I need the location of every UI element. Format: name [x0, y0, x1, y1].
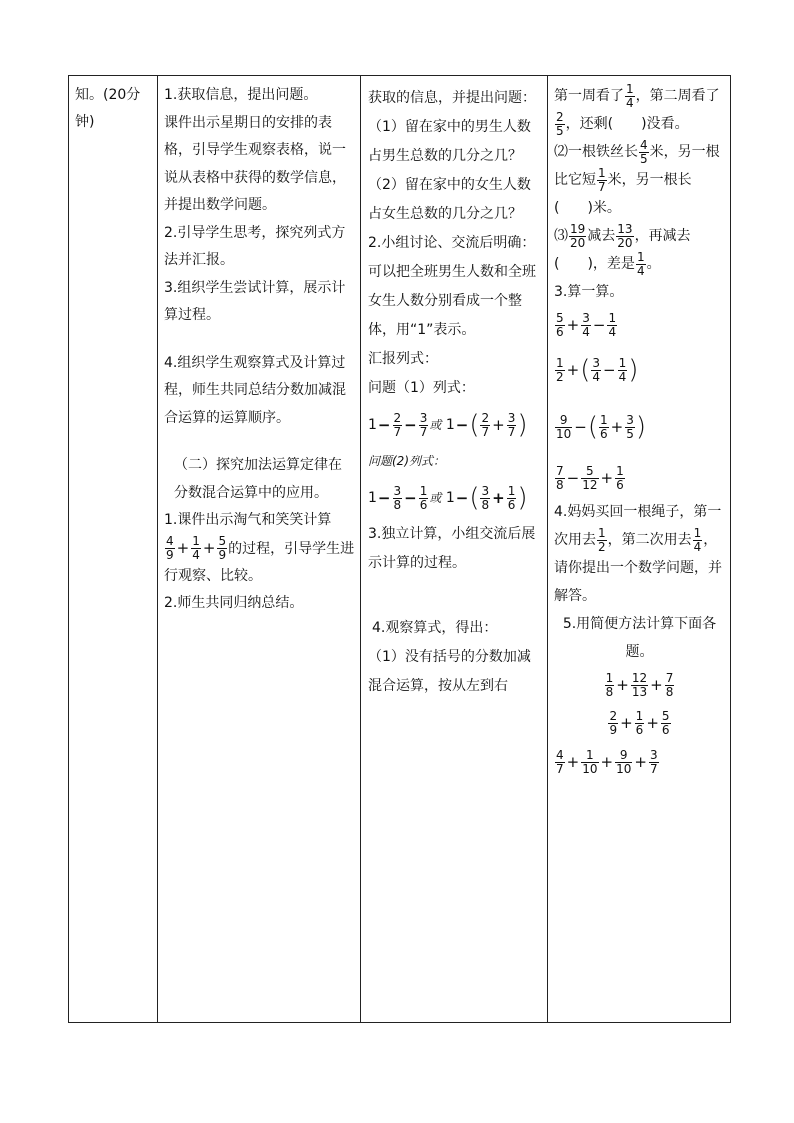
teacher-step-4: 4.组织学生观察算式及计算过程，师生共同总结分数加减混合运算的运算顺序。 [164, 354, 346, 426]
time-cell [69, 76, 158, 1023]
simple-calc-3: $\frac{4}{7}$ + $\frac{1}{10}$ + $\frac{9}{10}$ + $\frac{3}{7}$ [556, 747, 658, 776]
teacher-activity-cell [158, 76, 361, 1023]
student-activity-cell [361, 76, 548, 1023]
exercise-5-heading: 5.用简便方法计算下面各题。 [562, 616, 717, 660]
rule-1: （1）没有括号的分数加减混合运算，按从左到右 [368, 649, 531, 694]
exercise-1: 第一周看了 $\frac{1}{4}$ ，第二周看了 $\frac{2}{5}$ ，还剩( )没看。 [554, 81, 720, 138]
calc-expression-4: $\frac{7}{8}$ − $\frac{5}{12}$ + $\frac{1}{6}$ [556, 463, 624, 492]
exercise-3: ⑶ $\frac{19}{20}$ 减去 $\frac{13}{20}$ ，再减去( )，差是 $\frac{1}{4}$ 。 [554, 221, 691, 278]
question-2: （2）留在家中的女生人数占女生总数的几分之几？ [368, 177, 531, 222]
group-discussion: 2.小组讨论、交流后明确：可以把全班男生人数和全班女生人数分别看成一个整体，用“1”表示。 [368, 235, 536, 338]
calc-expression-1: $\frac{5}{6}$ + $\frac{3}{4}$ − $\frac{1}{4}$ [556, 310, 617, 339]
teacher-step-2: 2.引导学生思考，探究列式方法并汇报。 [164, 224, 346, 268]
fraction: $\frac{1}{4}$ [192, 533, 200, 562]
step-text-a: 1.课件出示淘气和笑笑计算 [164, 512, 332, 528]
q2-expression: 1− $\frac{3}{8}$ − $\frac{1}{6}$ 或 1−( $\frac{3}{8}$ + $\frac{1}{6}$ ) [368, 483, 528, 513]
exercise-2: ⑵一根铁丝长 $\frac{4}{5}$ 米，另一根比它短 $\frac{1}{7}$ 米，另一根长( )米。 [554, 137, 720, 216]
exercise-cell [548, 76, 731, 1023]
section-two-heading: （二）探究加法运算定律在分数混合运算中的应用。 [174, 457, 342, 501]
time-text: 知。(20分钟) [75, 87, 141, 130]
info-heading: 获取的信息，并提出问题： [368, 90, 536, 106]
question-1: （1）留在家中的男生人数占男生总数的几分之几？ [368, 119, 531, 164]
teacher-step-1-detail: 课件出示星期日的安排的表格，引导学生观察表格，说一说从表格中获得的数学信息，并提出数学问题。 [164, 114, 346, 213]
plus-sign: + [202, 538, 216, 557]
teacher-step-3: 3.组织学生尝试计算，展示计算过程。 [164, 279, 346, 323]
teacher-step-1: 1.获取信息，提出问题。 [164, 87, 318, 103]
simple-calc-2: $\frac{2}{9}$ + $\frac{1}{6}$ + $\frac{5}{6}$ [609, 708, 670, 737]
calc-expression-3: $\frac{9}{10}$ −( $\frac{1}{6}$ + $\frac{3}{5}$ ) [556, 412, 647, 442]
simple-calc-1: $\frac{1}{8}$ + $\frac{12}{13}$ + $\frac{7}{8}$ [605, 670, 674, 699]
teacher-section2-step-2: 2.师生共同归纳总结。 [164, 595, 304, 612]
fraction: $\frac{5}{9}$ [218, 533, 227, 562]
q1-label: 问题（1）列式： [368, 380, 475, 396]
exercise-4: 4.妈妈买回一根绳子，第一次用去 $\frac{1}{2}$ ，第二次用去 $\frac{1}{4}$ ，请你提出一个数学问题，并解答。 [554, 504, 722, 604]
table-row [69, 76, 731, 1023]
calc-heading: 3.算一算。 [554, 284, 624, 300]
teacher-section2-step-1 [164, 507, 355, 590]
plus-sign: + [176, 538, 190, 557]
q1-expression: 1− $\frac{2}{7}$ − $\frac{3}{7}$ 或 1−( $\frac{2}{7}$ + $\frac{3}{7}$ ) [368, 410, 528, 440]
fraction: $\frac{4}{9}$ [166, 533, 174, 562]
lesson-plan-table [68, 75, 731, 1023]
step-text-b: 的过程，引导学生进行观察、比较。 [164, 540, 355, 584]
report-heading: 汇报列式： [368, 351, 438, 367]
calc-expression-2: $\frac{1}{2}$ +( $\frac{3}{4}$ − $\frac{1}{4}$ ) [556, 355, 639, 385]
observe-heading: 4.观察算式，得出： [372, 620, 498, 636]
independent-calc: 3.独立计算，小组交流后展示计算的过程。 [368, 526, 536, 571]
q2-label: 问题(2)列式： [368, 454, 445, 468]
